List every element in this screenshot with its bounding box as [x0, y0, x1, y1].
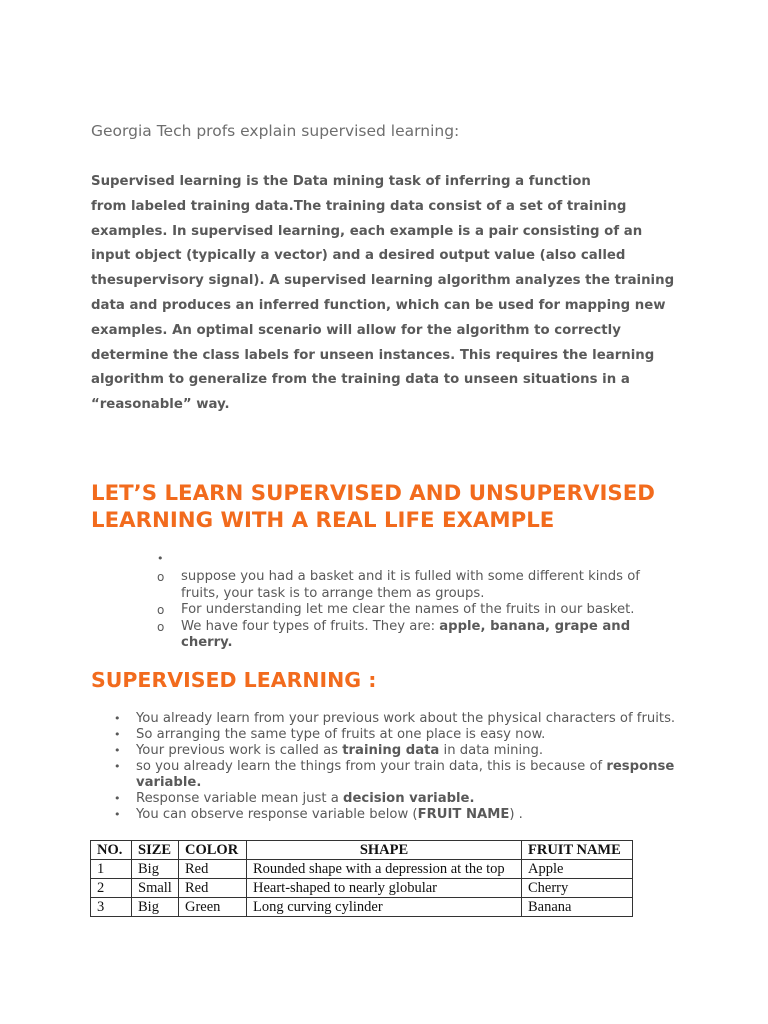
column-header: COLOR — [179, 841, 247, 860]
list-item-text: in data mining. — [439, 743, 544, 758]
list-item — [114, 727, 714, 743]
list-item-text: Response variable mean just a — [136, 791, 344, 806]
table-cell: Red — [179, 879, 247, 898]
paragraph-line: algorithm to generalize from the training data to unseen situations in a — [91, 372, 630, 388]
list-item-text: So arranging the same type of fruits at one place is easy now. — [136, 727, 546, 742]
table-cell: Small — [132, 879, 179, 898]
definition-paragraph — [91, 170, 691, 418]
list-item — [114, 807, 714, 823]
table-cell: Banana — [522, 898, 633, 917]
bullet-marker: • — [114, 728, 121, 741]
paragraph-line: input object (typically a vector) and a desired output value (also called — [91, 248, 626, 264]
paragraph-line: thesupervisory signal). A supervised learning algorithm analyzes the training — [91, 273, 675, 289]
table-header-row — [91, 841, 633, 860]
list-item-text: You already learn from your previous work about the physical characters of fruits. — [136, 711, 676, 726]
list-item-text: We have four types of fruits. They are: — [181, 618, 440, 634]
paragraph-line: from labeled training data.The training data consist of a set of training — [91, 198, 627, 214]
paragraph-line: Supervised learning is the Data mining task of inferring a function — [91, 174, 591, 189]
sub-bullet-marker: o — [157, 570, 165, 584]
table-cell: Apple — [522, 860, 633, 879]
supervised-list — [114, 711, 714, 823]
bullet-marker: • — [114, 744, 121, 757]
bullet-marker: • — [157, 552, 164, 565]
bullet-marker: • — [114, 808, 121, 821]
table-cell: Red — [179, 860, 247, 879]
table-cell: Long curving cylinder — [247, 898, 522, 917]
bullet-marker: • — [114, 760, 121, 773]
table-cell: Cherry — [522, 879, 633, 898]
sub-bullet-marker: o — [157, 603, 165, 617]
fruit-names: apple, banana, grape and cherry. — [181, 618, 631, 650]
heading-line: LEARNING WITH A REAL LIFE EXAMPLE — [91, 508, 555, 533]
table-row — [91, 898, 633, 917]
list-item-text: You can observe response variable below ( — [136, 807, 418, 822]
table-cell: 3 — [91, 898, 132, 917]
column-header: FRUIT NAME — [522, 841, 633, 860]
list-item — [157, 602, 677, 619]
list-item — [114, 711, 714, 727]
list-item — [157, 569, 677, 602]
emphasis: decision variable. — [343, 791, 475, 806]
table-cell: Rounded shape with a depression at the top — [247, 860, 522, 879]
table-cell: Green — [179, 898, 247, 917]
section-heading-supervised: SUPERVISED LEARNING : — [91, 668, 377, 692]
table-row — [91, 860, 633, 879]
column-header: NO. — [91, 841, 132, 860]
paragraph-line: examples. In supervised learning, each example is a pair consisting of an — [91, 223, 643, 239]
intro-title: Georgia Tech profs explain supervised learning: — [91, 122, 460, 140]
table-cell: Big — [132, 860, 179, 879]
bullet-marker: • — [114, 792, 121, 805]
list-item-text: For understanding let me clear the names of the fruits in our basket. — [181, 602, 635, 617]
list-item — [114, 743, 714, 759]
table-cell: 1 — [91, 860, 132, 879]
paragraph-line: examples. An optimal scenario will allow for the algorithm to correctly — [91, 322, 621, 338]
sub-bullet-marker: o — [157, 619, 165, 634]
emphasis: training data — [342, 743, 440, 758]
heading-line: LET’S LEARN SUPERVISED AND UNSUPERVISED — [91, 481, 655, 506]
fruit-table — [90, 840, 633, 917]
paragraph-line: “reasonable” way. — [91, 397, 230, 413]
list-item — [157, 553, 677, 569]
list-item-text: Your previous work is called as — [136, 743, 343, 758]
column-header: SHAPE — [247, 841, 522, 860]
column-header: SIZE — [132, 841, 179, 860]
list-item — [114, 759, 714, 791]
list-item-text: so you already learn the things from your train data, this is because of — [136, 759, 607, 774]
list-item — [157, 619, 677, 652]
table-row — [91, 879, 633, 898]
table-cell: Big — [132, 898, 179, 917]
list-item — [114, 791, 714, 807]
fruit-basket-list — [157, 553, 677, 652]
section-heading-example — [91, 480, 655, 534]
paragraph-line: determine the class labels for unseen instances. This requires the learning — [91, 347, 655, 363]
emphasis: response variable. — [136, 759, 675, 790]
paragraph-line: data and produces an inferred function, which can be used for mapping new — [91, 297, 666, 313]
table-cell: 2 — [91, 879, 132, 898]
list-item-text: ) . — [509, 807, 523, 822]
emphasis: FRUIT NAME — [417, 807, 510, 822]
table-cell: Heart-shaped to nearly globular — [247, 879, 522, 898]
bullet-marker: • — [114, 712, 121, 725]
list-item-text: suppose you had a basket and it is fulled with some different kinds of fruits, your task is to arrange them as groups. — [181, 569, 640, 601]
